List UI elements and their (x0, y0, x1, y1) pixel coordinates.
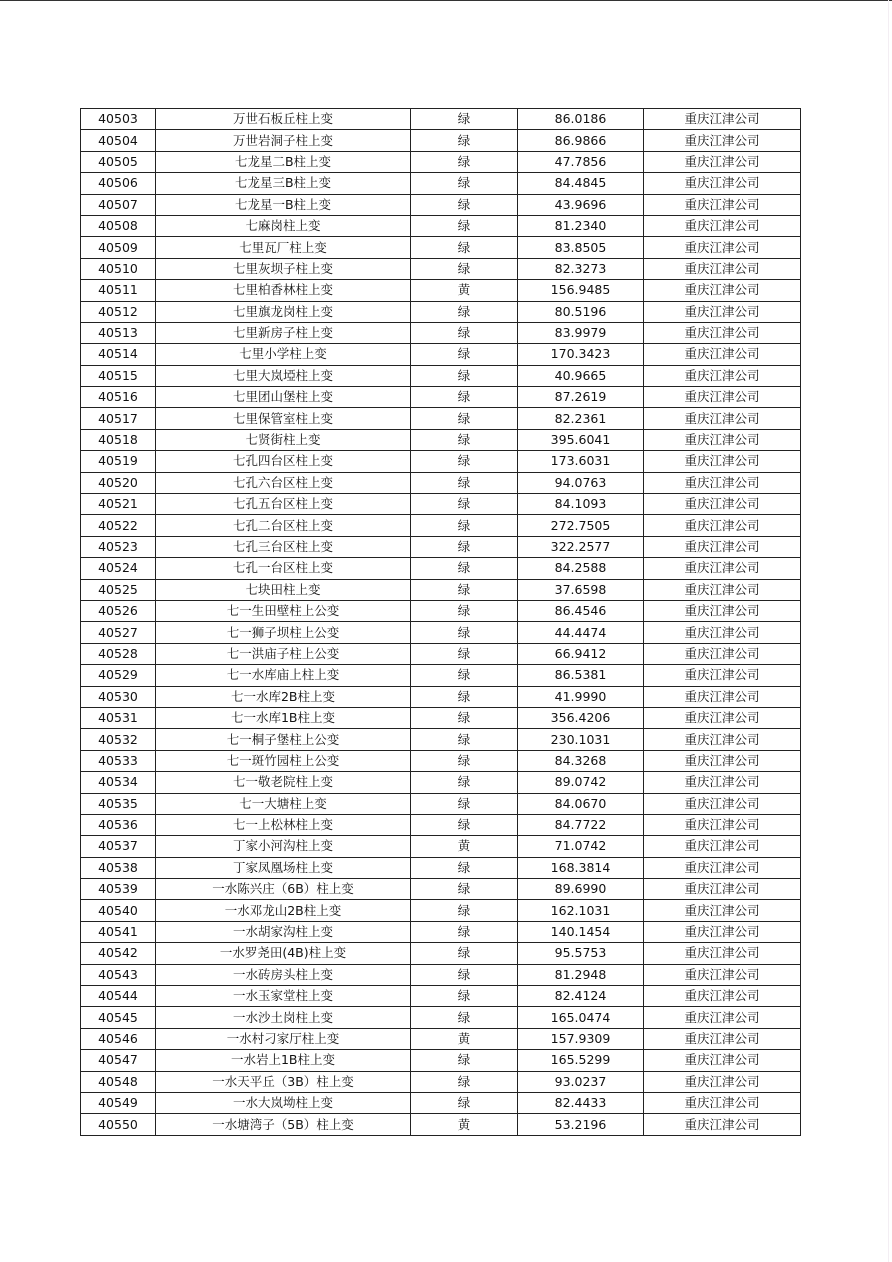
value-cell: 84.2588 (518, 558, 644, 579)
row-id-cell: 40511 (81, 280, 156, 301)
row-id-cell: 40541 (81, 921, 156, 942)
company-cell: 重庆江津公司 (644, 900, 801, 921)
company-cell: 重庆江津公司 (644, 194, 801, 215)
company-cell: 重庆江津公司 (644, 494, 801, 515)
transformer-name-cell: 一水岩上1B柱上变 (156, 1050, 411, 1071)
company-cell: 重庆江津公司 (644, 1114, 801, 1135)
transformer-name-cell: 七孔二台区柱上变 (156, 515, 411, 536)
table-row (81, 215, 801, 236)
status-color-cell: 绿 (411, 579, 518, 600)
company-cell: 重庆江津公司 (644, 109, 801, 130)
transformer-name-cell: 七一水库庙上柱上变 (156, 665, 411, 686)
row-id-cell: 40525 (81, 579, 156, 600)
transformer-name-cell: 七里旗龙岗柱上变 (156, 301, 411, 322)
value-cell: 84.3268 (518, 750, 644, 771)
table-row (81, 814, 801, 835)
row-id-cell: 40540 (81, 900, 156, 921)
value-cell: 82.3273 (518, 258, 644, 279)
row-id-cell: 40548 (81, 1071, 156, 1092)
row-id-cell: 40503 (81, 109, 156, 130)
status-color-cell: 绿 (411, 515, 518, 536)
table-row (81, 344, 801, 365)
status-color-cell: 绿 (411, 622, 518, 643)
transformer-name-cell: 一水罗尧田(4B)柱上变 (156, 943, 411, 964)
table-row (81, 472, 801, 493)
value-cell: 157.9309 (518, 1028, 644, 1049)
company-cell: 重庆江津公司 (644, 600, 801, 621)
value-cell: 84.0670 (518, 793, 644, 814)
transformer-name-cell: 七里小学柱上变 (156, 344, 411, 365)
page-top-rule (0, 0, 892, 1)
company-cell: 重庆江津公司 (644, 686, 801, 707)
company-cell: 重庆江津公司 (644, 258, 801, 279)
row-id-cell: 40529 (81, 665, 156, 686)
table-row (81, 686, 801, 707)
company-cell: 重庆江津公司 (644, 665, 801, 686)
company-cell: 重庆江津公司 (644, 622, 801, 643)
company-cell: 重庆江津公司 (644, 301, 801, 322)
table-row (81, 387, 801, 408)
value-cell: 86.9866 (518, 130, 644, 151)
table-row (81, 600, 801, 621)
company-cell: 重庆江津公司 (644, 451, 801, 472)
table-row (81, 579, 801, 600)
row-id-cell: 40510 (81, 258, 156, 279)
status-color-cell: 绿 (411, 793, 518, 814)
row-id-cell: 40512 (81, 301, 156, 322)
row-id-cell: 40519 (81, 451, 156, 472)
company-cell: 重庆江津公司 (644, 515, 801, 536)
value-cell: 170.3423 (518, 344, 644, 365)
status-color-cell: 绿 (411, 686, 518, 707)
transformer-name-cell: 七贤街柱上变 (156, 429, 411, 450)
company-cell: 重庆江津公司 (644, 729, 801, 750)
transformer-name-cell: 一水塘湾子（5B）柱上变 (156, 1114, 411, 1135)
row-id-cell: 40504 (81, 130, 156, 151)
transformer-name-cell: 七一洪庙子柱上公变 (156, 643, 411, 664)
value-cell: 162.1031 (518, 900, 644, 921)
table-row (81, 750, 801, 771)
table-row (81, 173, 801, 194)
value-cell: 37.6598 (518, 579, 644, 600)
value-cell: 41.9990 (518, 686, 644, 707)
row-id-cell: 40506 (81, 173, 156, 194)
transformer-name-cell: 七一桐子堡柱上公变 (156, 729, 411, 750)
transformer-name-cell: 一水邓龙山2B柱上变 (156, 900, 411, 921)
company-cell: 重庆江津公司 (644, 814, 801, 835)
table-row (81, 515, 801, 536)
transformer-name-cell: 七一斑竹园柱上公变 (156, 750, 411, 771)
row-id-cell: 40547 (81, 1050, 156, 1071)
table-row (81, 322, 801, 343)
company-cell: 重庆江津公司 (644, 408, 801, 429)
table-row (81, 258, 801, 279)
transformer-name-cell: 七里瓦厂柱上变 (156, 237, 411, 258)
value-cell: 81.2340 (518, 215, 644, 236)
transformer-name-cell: 七孔一台区柱上变 (156, 558, 411, 579)
row-id-cell: 40535 (81, 793, 156, 814)
company-cell: 重庆江津公司 (644, 1007, 801, 1028)
transformer-table (80, 108, 801, 1136)
status-color-cell: 绿 (411, 600, 518, 621)
table-body (81, 109, 801, 1136)
table-row (81, 494, 801, 515)
table-row (81, 729, 801, 750)
company-cell: 重庆江津公司 (644, 387, 801, 408)
table-row (81, 280, 801, 301)
table-row (81, 451, 801, 472)
company-cell: 重庆江津公司 (644, 322, 801, 343)
status-color-cell: 绿 (411, 558, 518, 579)
company-cell: 重庆江津公司 (644, 130, 801, 151)
company-cell: 重庆江津公司 (644, 1050, 801, 1071)
value-cell: 84.4845 (518, 173, 644, 194)
transformer-name-cell: 七里灰坝子柱上变 (156, 258, 411, 279)
table-row (81, 665, 801, 686)
transformer-name-cell: 七孔四台区柱上变 (156, 451, 411, 472)
table-row (81, 558, 801, 579)
table-row (81, 900, 801, 921)
value-cell: 93.0237 (518, 1071, 644, 1092)
status-color-cell: 绿 (411, 429, 518, 450)
company-cell: 重庆江津公司 (644, 857, 801, 878)
transformer-name-cell: 七孔三台区柱上变 (156, 536, 411, 557)
value-cell: 83.8505 (518, 237, 644, 258)
value-cell: 89.6990 (518, 879, 644, 900)
row-id-cell: 40530 (81, 686, 156, 707)
status-color-cell: 绿 (411, 365, 518, 386)
status-color-cell: 绿 (411, 387, 518, 408)
transformer-name-cell: 丁家小河沟柱上变 (156, 836, 411, 857)
value-cell: 82.4433 (518, 1092, 644, 1113)
company-cell: 重庆江津公司 (644, 986, 801, 1007)
value-cell: 395.6041 (518, 429, 644, 450)
transformer-name-cell: 七一大塘柱上变 (156, 793, 411, 814)
transformer-name-cell: 七里新房子柱上变 (156, 322, 411, 343)
transformer-name-cell: 一水沙土岗柱上变 (156, 1007, 411, 1028)
row-id-cell: 40537 (81, 836, 156, 857)
status-color-cell: 绿 (411, 151, 518, 172)
status-color-cell: 绿 (411, 750, 518, 771)
row-id-cell: 40509 (81, 237, 156, 258)
row-id-cell: 40550 (81, 1114, 156, 1135)
row-id-cell: 40536 (81, 814, 156, 835)
table-row (81, 109, 801, 130)
value-cell: 86.4546 (518, 600, 644, 621)
table-row (81, 1007, 801, 1028)
status-color-cell: 黄 (411, 280, 518, 301)
value-cell: 156.9485 (518, 280, 644, 301)
row-id-cell: 40523 (81, 536, 156, 557)
status-color-cell: 绿 (411, 900, 518, 921)
company-cell: 重庆江津公司 (644, 707, 801, 728)
table-row (81, 943, 801, 964)
transformer-name-cell: 七麻岗柱上变 (156, 215, 411, 236)
value-cell: 84.7722 (518, 814, 644, 835)
table-row (81, 921, 801, 942)
value-cell: 95.5753 (518, 943, 644, 964)
table-row (81, 986, 801, 1007)
table-row (81, 365, 801, 386)
transformer-name-cell: 七孔六台区柱上变 (156, 472, 411, 493)
row-id-cell: 40528 (81, 643, 156, 664)
row-id-cell: 40524 (81, 558, 156, 579)
transformer-name-cell: 七龙星一B柱上变 (156, 194, 411, 215)
transformer-name-cell: 一水胡家沟柱上变 (156, 921, 411, 942)
company-cell: 重庆江津公司 (644, 879, 801, 900)
status-color-cell: 绿 (411, 1092, 518, 1113)
row-id-cell: 40545 (81, 1007, 156, 1028)
transformer-name-cell: 七龙星二B柱上变 (156, 151, 411, 172)
row-id-cell: 40520 (81, 472, 156, 493)
status-color-cell: 绿 (411, 322, 518, 343)
company-cell: 重庆江津公司 (644, 750, 801, 771)
company-cell: 重庆江津公司 (644, 964, 801, 985)
row-id-cell: 40549 (81, 1092, 156, 1113)
status-color-cell: 绿 (411, 772, 518, 793)
status-color-cell: 绿 (411, 301, 518, 322)
table-row (81, 879, 801, 900)
table-row (81, 237, 801, 258)
status-color-cell: 绿 (411, 215, 518, 236)
row-id-cell: 40508 (81, 215, 156, 236)
value-cell: 272.7505 (518, 515, 644, 536)
company-cell: 重庆江津公司 (644, 215, 801, 236)
transformer-name-cell: 七一狮子坝柱上公变 (156, 622, 411, 643)
row-id-cell: 40527 (81, 622, 156, 643)
value-cell: 173.6031 (518, 451, 644, 472)
row-id-cell: 40533 (81, 750, 156, 771)
company-cell: 重庆江津公司 (644, 1092, 801, 1113)
value-cell: 83.9979 (518, 322, 644, 343)
value-cell: 86.0186 (518, 109, 644, 130)
transformer-name-cell: 七里团山堡柱上变 (156, 387, 411, 408)
row-id-cell: 40515 (81, 365, 156, 386)
transformer-name-cell: 七一上松林柱上变 (156, 814, 411, 835)
value-cell: 86.5381 (518, 665, 644, 686)
transformer-name-cell: 万世岩洞子柱上变 (156, 130, 411, 151)
status-color-cell: 绿 (411, 943, 518, 964)
status-color-cell: 绿 (411, 1007, 518, 1028)
value-cell: 322.2577 (518, 536, 644, 557)
status-color-cell: 绿 (411, 729, 518, 750)
row-id-cell: 40534 (81, 772, 156, 793)
row-id-cell: 40513 (81, 322, 156, 343)
company-cell: 重庆江津公司 (644, 772, 801, 793)
value-cell: 165.5299 (518, 1050, 644, 1071)
status-color-cell: 黄 (411, 1028, 518, 1049)
company-cell: 重庆江津公司 (644, 365, 801, 386)
value-cell: 47.7856 (518, 151, 644, 172)
value-cell: 71.0742 (518, 836, 644, 857)
page-right-edge (888, 0, 889, 1262)
table-row (81, 130, 801, 151)
transformer-name-cell: 七一敬老院柱上变 (156, 772, 411, 793)
value-cell: 230.1031 (518, 729, 644, 750)
company-cell: 重庆江津公司 (644, 344, 801, 365)
row-id-cell: 40544 (81, 986, 156, 1007)
status-color-cell: 绿 (411, 109, 518, 130)
company-cell: 重庆江津公司 (644, 173, 801, 194)
transformer-name-cell: 一水陈兴庄（6B）柱上变 (156, 879, 411, 900)
company-cell: 重庆江津公司 (644, 280, 801, 301)
value-cell: 356.4206 (518, 707, 644, 728)
row-id-cell: 40505 (81, 151, 156, 172)
row-id-cell: 40538 (81, 857, 156, 878)
status-color-cell: 绿 (411, 857, 518, 878)
value-cell: 66.9412 (518, 643, 644, 664)
status-color-cell: 绿 (411, 986, 518, 1007)
row-id-cell: 40514 (81, 344, 156, 365)
company-cell: 重庆江津公司 (644, 643, 801, 664)
status-color-cell: 绿 (411, 408, 518, 429)
status-color-cell: 绿 (411, 964, 518, 985)
transformer-name-cell: 七一生田壁柱上公变 (156, 600, 411, 621)
transformer-name-cell: 七里保管室柱上变 (156, 408, 411, 429)
company-cell: 重庆江津公司 (644, 1071, 801, 1092)
table-row (81, 836, 801, 857)
value-cell: 89.0742 (518, 772, 644, 793)
status-color-cell: 黄 (411, 1114, 518, 1135)
table-row (81, 1028, 801, 1049)
row-id-cell: 40531 (81, 707, 156, 728)
table-row (81, 964, 801, 985)
value-cell: 44.4474 (518, 622, 644, 643)
table-row (81, 151, 801, 172)
transformer-name-cell: 一水玉家堂柱上变 (156, 986, 411, 1007)
transformer-name-cell: 一水村刁家厅柱上变 (156, 1028, 411, 1049)
row-id-cell: 40539 (81, 879, 156, 900)
company-cell: 重庆江津公司 (644, 429, 801, 450)
row-id-cell: 40522 (81, 515, 156, 536)
value-cell: 81.2948 (518, 964, 644, 985)
table-row (81, 1050, 801, 1071)
transformer-name-cell: 七龙星三B柱上变 (156, 173, 411, 194)
table-row (81, 1092, 801, 1113)
row-id-cell: 40532 (81, 729, 156, 750)
table-row (81, 793, 801, 814)
value-cell: 165.0474 (518, 1007, 644, 1028)
transformer-name-cell: 万世石板丘柱上变 (156, 109, 411, 130)
value-cell: 82.2361 (518, 408, 644, 429)
transformer-name-cell: 一水天平丘（3B）柱上变 (156, 1071, 411, 1092)
table-row (81, 1114, 801, 1135)
row-id-cell: 40542 (81, 943, 156, 964)
status-color-cell: 黄 (411, 836, 518, 857)
table-row (81, 194, 801, 215)
table-row (81, 857, 801, 878)
row-id-cell: 40521 (81, 494, 156, 515)
status-color-cell: 绿 (411, 665, 518, 686)
table-row (81, 429, 801, 450)
row-id-cell: 40543 (81, 964, 156, 985)
transformer-name-cell: 丁家凤凰场柱上变 (156, 857, 411, 878)
value-cell: 84.1093 (518, 494, 644, 515)
company-cell: 重庆江津公司 (644, 536, 801, 557)
transformer-name-cell: 七块田柱上变 (156, 579, 411, 600)
status-color-cell: 绿 (411, 536, 518, 557)
status-color-cell: 绿 (411, 1050, 518, 1071)
row-id-cell: 40516 (81, 387, 156, 408)
status-color-cell: 绿 (411, 194, 518, 215)
status-color-cell: 绿 (411, 814, 518, 835)
row-id-cell: 40546 (81, 1028, 156, 1049)
transformer-name-cell: 一水大岚坳柱上变 (156, 1092, 411, 1113)
company-cell: 重庆江津公司 (644, 237, 801, 258)
row-id-cell: 40517 (81, 408, 156, 429)
value-cell: 140.1454 (518, 921, 644, 942)
value-cell: 87.2619 (518, 387, 644, 408)
status-color-cell: 绿 (411, 130, 518, 151)
status-color-cell: 绿 (411, 921, 518, 942)
table-row (81, 301, 801, 322)
row-id-cell: 40507 (81, 194, 156, 215)
value-cell: 43.9696 (518, 194, 644, 215)
table-row (81, 707, 801, 728)
status-color-cell: 绿 (411, 258, 518, 279)
status-color-cell: 绿 (411, 1071, 518, 1092)
value-cell: 40.9665 (518, 365, 644, 386)
status-color-cell: 绿 (411, 643, 518, 664)
status-color-cell: 绿 (411, 494, 518, 515)
status-color-cell: 绿 (411, 237, 518, 258)
status-color-cell: 绿 (411, 173, 518, 194)
transformer-name-cell: 七一水库2B柱上变 (156, 686, 411, 707)
row-id-cell: 40526 (81, 600, 156, 621)
status-color-cell: 绿 (411, 344, 518, 365)
company-cell: 重庆江津公司 (644, 472, 801, 493)
transformer-name-cell: 七里柏香林柱上变 (156, 280, 411, 301)
company-cell: 重庆江津公司 (644, 943, 801, 964)
company-cell: 重庆江津公司 (644, 1028, 801, 1049)
company-cell: 重庆江津公司 (644, 793, 801, 814)
company-cell: 重庆江津公司 (644, 151, 801, 172)
table-row (81, 772, 801, 793)
company-cell: 重庆江津公司 (644, 836, 801, 857)
transformer-name-cell: 七孔五台区柱上变 (156, 494, 411, 515)
value-cell: 82.4124 (518, 986, 644, 1007)
status-color-cell: 绿 (411, 879, 518, 900)
value-cell: 94.0763 (518, 472, 644, 493)
company-cell: 重庆江津公司 (644, 558, 801, 579)
transformer-name-cell: 七一水库1B柱上变 (156, 707, 411, 728)
company-cell: 重庆江津公司 (644, 921, 801, 942)
value-cell: 80.5196 (518, 301, 644, 322)
value-cell: 168.3814 (518, 857, 644, 878)
table-row (81, 622, 801, 643)
table-row (81, 408, 801, 429)
status-color-cell: 绿 (411, 707, 518, 728)
table-row (81, 643, 801, 664)
table-row (81, 536, 801, 557)
row-id-cell: 40518 (81, 429, 156, 450)
company-cell: 重庆江津公司 (644, 579, 801, 600)
status-color-cell: 绿 (411, 472, 518, 493)
status-color-cell: 绿 (411, 451, 518, 472)
transformer-name-cell: 七里大岚埡柱上变 (156, 365, 411, 386)
value-cell: 53.2196 (518, 1114, 644, 1135)
table-row (81, 1071, 801, 1092)
transformer-name-cell: 一水砖房头柱上变 (156, 964, 411, 985)
